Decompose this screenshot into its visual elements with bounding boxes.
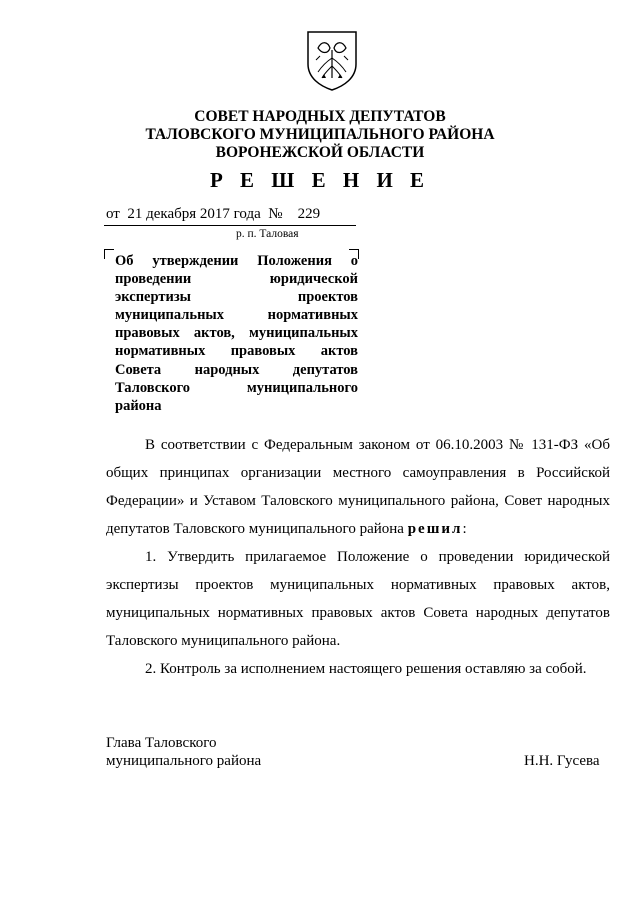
- resolved-colon: :: [462, 521, 467, 537]
- date-underline: [104, 225, 356, 226]
- item-1-line: [106, 633, 340, 650]
- subject-line: муниципальных нормативных: [115, 307, 358, 324]
- coat-of-arms-emblem: [300, 28, 364, 92]
- item-1-text: экспертизы проектов муниципальных нормативных правовых актов,: [106, 577, 610, 593]
- subject-line: нормативных правовых актов: [115, 343, 358, 360]
- item-1-text: Таловского муниципального района.: [106, 633, 341, 649]
- subject-line: Таловского муниципального: [115, 379, 358, 396]
- item-1-line: [106, 605, 610, 622]
- preamble-line: [145, 437, 610, 454]
- item-2-line: 2. Контроль за исполнением настоящего решения оставляю за собой.: [145, 661, 587, 677]
- signatory-name: Н.Н. Гусева: [524, 753, 600, 769]
- preamble-text: общих принципах организации местного самоуправления в Российской: [106, 465, 610, 481]
- preamble-text: Федерации» и Уставом Таловского муниципального района, Совет народных: [106, 493, 610, 509]
- place-of-issue: р. п. Таловая: [236, 228, 299, 240]
- preamble-line: [106, 521, 467, 538]
- item-1-line: [145, 549, 610, 566]
- signatory-title-line-1: Глава Таловского: [106, 735, 217, 751]
- signatory-title-line-2: муниципального района: [106, 753, 262, 769]
- item-1-text: муниципальных нормативных правовых актов Совета народных депутатов: [106, 605, 610, 621]
- subject-line: Совета народных депутатов: [115, 361, 358, 378]
- preamble-line: [106, 493, 610, 510]
- header-line-2: ТАЛОВСКОГО МУНИЦИПАЛЬНОГО РАЙОНА: [145, 126, 495, 143]
- subject-line: правовых актов, муниципальных: [115, 325, 358, 342]
- item-1-line: [106, 577, 610, 594]
- subject-line: проведении юридической: [115, 271, 358, 288]
- header-line-3: ВОРОНЕЖСКОЙ ОБЛАСТИ: [215, 144, 425, 161]
- subject-bracket-left: [104, 249, 114, 259]
- document-subject: [115, 252, 358, 415]
- item-1-text: 1. Утвердить прилагаемое Положение о проведении юридической: [145, 549, 610, 565]
- resolved-word: решил: [407, 521, 463, 537]
- preamble-line: [106, 465, 610, 482]
- date-and-number: от 21 декабря 2017 года № 229: [106, 206, 321, 222]
- subject-line: экспертизы проектов: [115, 289, 358, 306]
- subject-line: Об утверждении Положения о: [115, 253, 358, 269]
- subject-line: района: [115, 397, 162, 414]
- preamble-text: депутатов Таловского муниципального района: [106, 521, 404, 537]
- header-line-1: СОВЕТ НАРОДНЫХ ДЕПУТАТОВ: [194, 108, 446, 125]
- document-type-title: Р Е Ш Е Н И Е: [209, 168, 431, 192]
- preamble-text: В соответствии с Федеральным законом от 06.10.2003 № 131-ФЗ «Об: [145, 437, 610, 453]
